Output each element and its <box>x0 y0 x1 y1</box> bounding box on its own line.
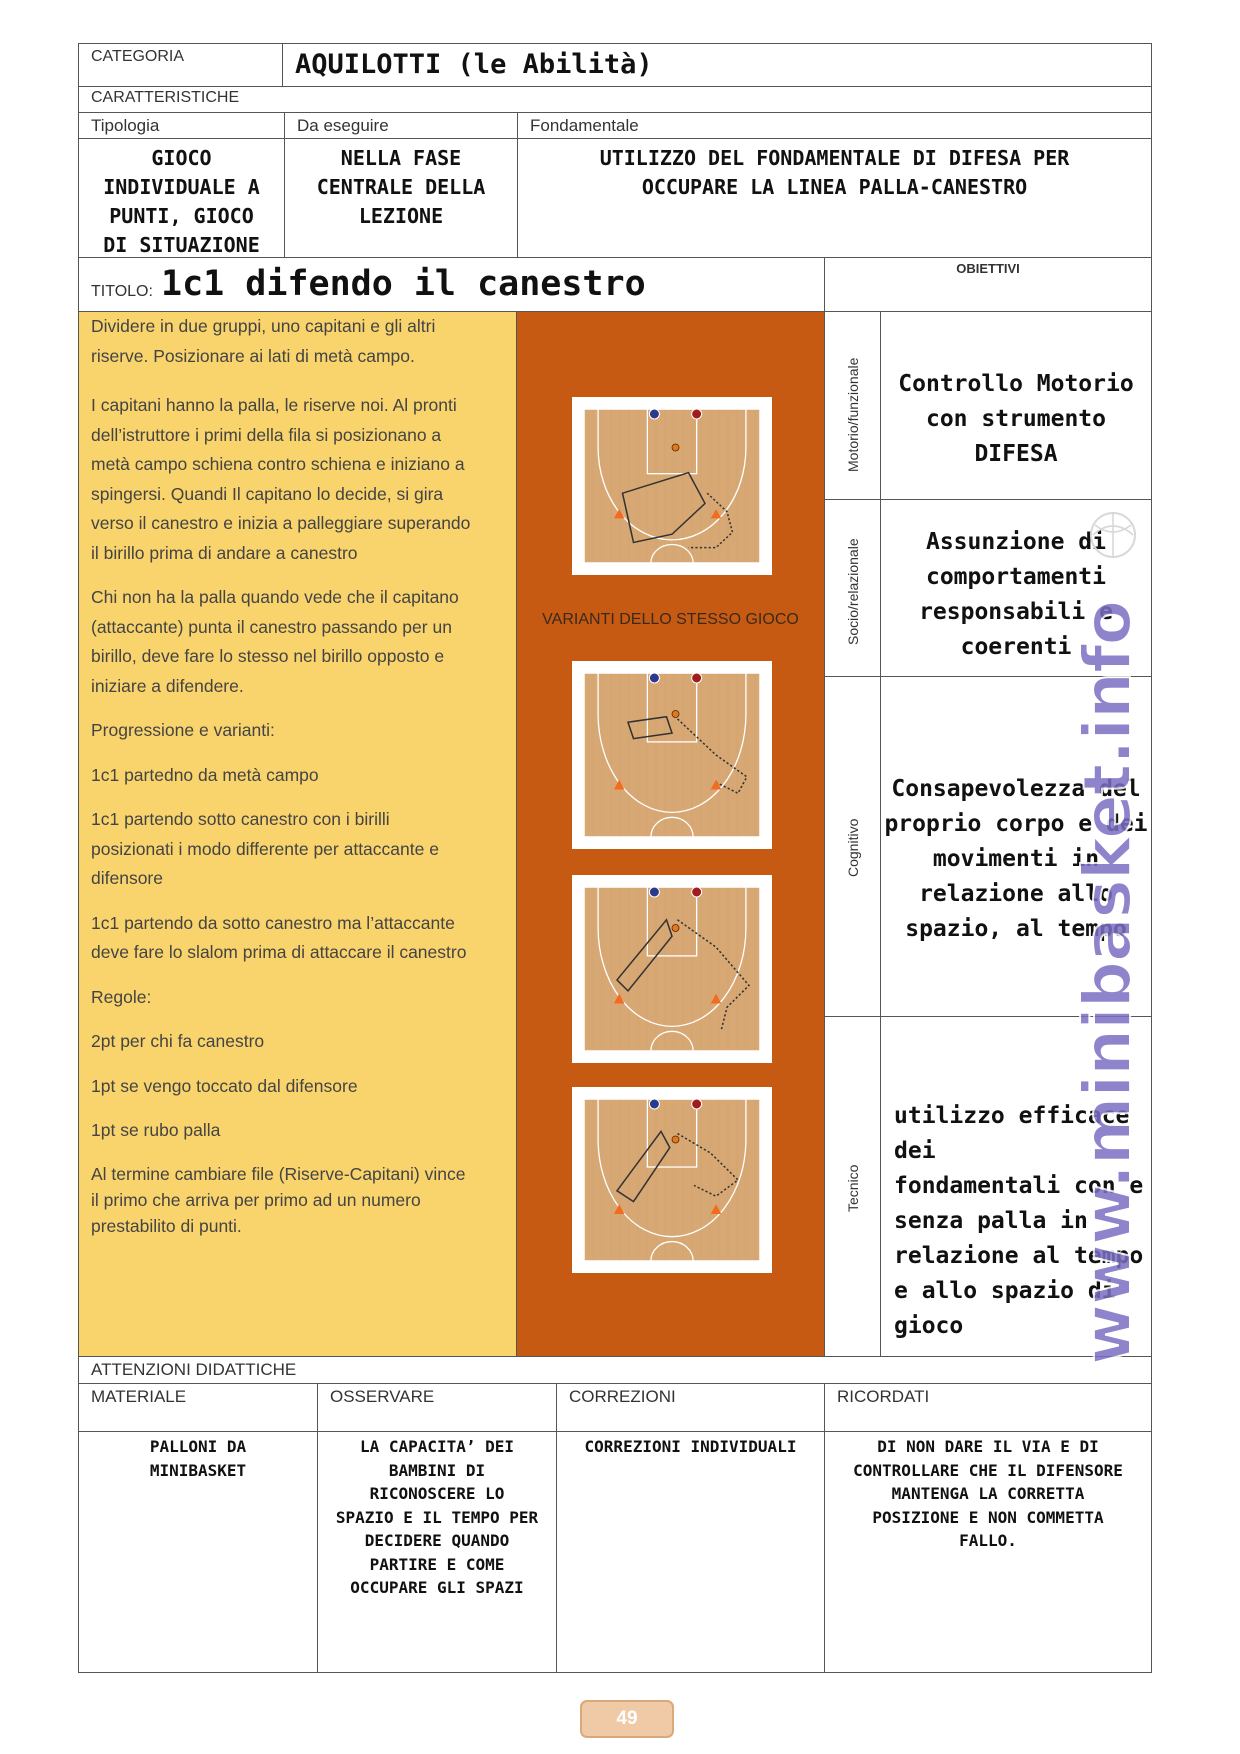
materiale-line-1: PALLONI DA <box>149 1437 247 1456</box>
desc-p2-l4: spingersi. Quandi Il capitano lo decide, si gira <box>91 483 444 504</box>
objective-area-3-label: Cognitivo <box>845 818 861 877</box>
materiale-line-2: MINIBASKET <box>149 1460 247 1480</box>
minibasket-watermark-logo <box>1069 505 1150 1365</box>
ricordati-label: RICORDATI <box>837 1387 930 1406</box>
desc-p9: 2pt per chi fa canestro <box>91 1031 265 1051</box>
categoria-label: CATEGORIA <box>91 48 185 65</box>
court-svg <box>572 1087 772 1273</box>
desc-p2-l5: verso il canestro e inizia a palleggiare superando <box>91 513 471 533</box>
objective-2-line-2: comportamenti <box>925 564 1106 590</box>
objective-text-1 <box>880 311 1152 500</box>
da-eseguire-label: Da eseguire <box>297 116 389 135</box>
desc-p11: 1pt se rubo palla <box>91 1120 221 1140</box>
desc-p5: 1c1 partedno da metà campo <box>91 764 319 785</box>
desc-p2-l6: il birillo prima di andare a canestro <box>91 542 358 563</box>
court-svg <box>572 661 772 849</box>
desc-p3-l1: Chi non ha la palla quando vede che il capitano <box>91 587 459 607</box>
desc-p3-l2: (attaccante) punta il canestro passando per un <box>91 616 452 637</box>
osservare-line-5: DECIDERE QUANDO <box>364 1531 510 1550</box>
materiale-label-cell <box>78 1383 318 1432</box>
ball-icon <box>672 925 679 932</box>
objective-3-line-4: relazione allo <box>919 881 1113 907</box>
ricordati-line-1: DI NON DARE IL VIA E DI <box>877 1437 1099 1456</box>
correzioni-value-cell <box>556 1431 825 1673</box>
objective-3-line-2: proprio corpo e dei <box>884 811 1148 837</box>
svg-text:www.minibasket.info: www.minibasket.info <box>1069 600 1146 1365</box>
correzioni-line-1: CORREZIONI INDIVIDUALI <box>584 1437 797 1456</box>
player-red-icon <box>692 409 702 419</box>
objective-2-line-4: coerenti <box>960 634 1072 660</box>
objective-3-line-3: movimenti in <box>932 846 1100 872</box>
categoria-cell <box>78 43 283 87</box>
categoria-value: AQUILOTTI (le Abilità) <box>295 49 653 80</box>
objective-4-line-6: gioco <box>894 1313 964 1339</box>
desc-p10: 1pt se vengo toccato dal difensore <box>91 1075 358 1096</box>
court-diagram-1 <box>572 397 772 575</box>
ricordati-value-cell <box>824 1431 1152 1673</box>
page-number: 49 <box>580 1700 674 1738</box>
player-blue-icon <box>649 673 659 683</box>
objective-3-line-5: spazio, al tempo <box>905 916 1127 942</box>
objective-area-3 <box>824 676 881 1017</box>
osservare-line-7: OCCUPARE GLI SPAZI <box>350 1578 524 1597</box>
objective-4-line-4: relazione al tempo <box>894 1243 1144 1269</box>
objective-area-4-label: Tecnico <box>845 1164 861 1212</box>
objective-4-line-5: e allo spazio di <box>894 1278 1116 1304</box>
tipologia-value: GIOCO INDIVIDUALE A PUNTI, GIOCO DI SITUAZIONE <box>103 146 260 257</box>
objective-4-line-3: senza palla in <box>894 1208 1088 1234</box>
desc-p2-l3: metà campo schiena contro schiena e iniziano a <box>91 454 465 474</box>
desc-p12-l1: Al termine cambiare file (Riserve-Capitani) vince <box>91 1163 466 1184</box>
objective-2-line-1: Assunzione di <box>925 529 1106 555</box>
objective-2-line-3: responsabili e <box>919 599 1113 625</box>
desc-p12-l3: prestabilito di punti. <box>91 1215 242 1236</box>
objective-area-2-label: Socio/relazionale <box>845 538 861 645</box>
court-svg <box>572 875 772 1063</box>
varianti-label: VARIANTI DELLO STESSO GIOCO <box>542 611 799 628</box>
fondamentale-label: Fondamentale <box>530 116 639 135</box>
desc-p7-l1: 1c1 partendo da sotto canestro ma l’attaccante <box>91 912 455 933</box>
description-text <box>91 312 511 1239</box>
player-blue-icon <box>649 887 659 897</box>
correzioni-label: CORREZIONI <box>569 1387 676 1406</box>
correzioni-label-cell <box>556 1383 825 1432</box>
tipologia-label: Tipologia <box>91 116 160 135</box>
ricordati-line-5: FALLO. <box>959 1531 1017 1550</box>
titolo-value: 1c1 difendo il canestro <box>161 264 646 304</box>
objective-area-1-label: Motorio/funzionale <box>845 357 861 472</box>
ricordati-line-4: POSIZIONE E NON COMMETTA <box>872 1507 1104 1527</box>
osservare-label: OSSERVARE <box>330 1387 435 1406</box>
objective-area-4 <box>824 1016 881 1357</box>
objective-area-1 <box>824 311 881 500</box>
osservare-line-4: SPAZIO E IL TEMPO PER <box>335 1507 539 1527</box>
description-panel <box>78 311 517 1357</box>
ball-icon <box>672 1136 679 1143</box>
desc-p12-l2: il primo che arriva per primo ad un numero <box>91 1189 421 1210</box>
desc-p8: Regole: <box>91 986 152 1007</box>
materiale-label: MATERIALE <box>91 1387 187 1406</box>
obiettivi-label: OBIETTIVI <box>956 261 1020 276</box>
caratteristiche-label: CARATTERISTICHE <box>91 89 240 106</box>
osservare-line-1: LA CAPACITA’ DEI <box>359 1437 515 1456</box>
attenzioni-label: ATTENZIONI DIDATTICHE <box>91 1360 297 1379</box>
osservare-line-3: RICONOSCERE LO <box>369 1484 505 1503</box>
ricordati-line-3: MANTENGA LA CORRETTA <box>891 1484 1085 1503</box>
materiale-value-cell <box>78 1431 318 1673</box>
desc-p6-l3: difensore <box>91 868 163 888</box>
objective-3-line-1: Consapevolezza del <box>891 776 1141 802</box>
desc-p6-l2: posizionati i modo differente per attaccante e <box>91 838 439 859</box>
objective-4-line-1: utilizzo efficace dei <box>894 1103 1130 1164</box>
desc-p4: Progressione e varianti: <box>91 720 275 740</box>
tipologia-value-cell <box>78 138 285 258</box>
court-svg <box>572 397 772 575</box>
desc-p3-l4: iniziare a difendere. <box>91 675 244 696</box>
objective-1-line-1: Controllo Motorio <box>898 371 1134 397</box>
fondamentale-label-cell <box>517 112 1152 139</box>
objective-4-line-2: fondamentali con e <box>894 1173 1144 1199</box>
tipologia-label-cell <box>78 112 285 139</box>
fondamentale-value: UTILIZZO DEL FONDAMENTALE DI DIFESA PER OCCUPARE LA LINEA PALLA-CANESTRO <box>599 146 1070 199</box>
titolo-cell <box>78 257 825 312</box>
da-eseguire-value: NELLA FASE CENTRALE DELLA LEZIONE <box>316 146 486 228</box>
titolo-label: TITOLO: <box>91 283 153 300</box>
player-red-icon <box>692 887 702 897</box>
player-blue-icon <box>649 1099 659 1109</box>
ricordati-label-cell <box>824 1383 1152 1432</box>
desc-p7-l2: deve fare lo slalom prima di attaccare il canestro <box>91 942 467 962</box>
attenzioni-header-cell <box>78 1356 1152 1384</box>
court-diagram-4 <box>572 1087 772 1273</box>
objective-1-line-3: DIFESA <box>974 441 1058 467</box>
osservare-value-cell <box>317 1431 557 1673</box>
desc-p1-l2: riserve. Posizionare ai lati di metà campo. <box>91 345 415 366</box>
player-blue-icon <box>649 409 659 419</box>
osservare-line-2: BAMBINI DI <box>388 1460 486 1480</box>
ricordati-line-2: CONTROLLARE CHE IL DIFENSORE <box>853 1460 1123 1480</box>
objective-1-line-2: con strumento <box>925 406 1106 432</box>
da-eseguire-label-cell <box>284 112 518 139</box>
categoria-value-cell <box>282 43 1152 87</box>
court-diagram-2 <box>572 661 772 849</box>
osservare-label-cell <box>317 1383 557 1432</box>
court-diagram-3 <box>572 875 772 1063</box>
fondamentale-value-cell <box>517 138 1152 258</box>
objective-area-2 <box>824 499 881 677</box>
desc-p2-l1: I capitani hanno la palla, le riserve noi. Al pronti <box>91 395 457 415</box>
desc-p2-l2: dell’istruttore i primi della fila si posizionano a <box>91 424 442 445</box>
player-red-icon <box>692 1099 702 1109</box>
ball-icon <box>672 711 679 718</box>
obiettivi-header-cell <box>824 257 1152 312</box>
desc-p6-l1: 1c1 partendo sotto canestro con i birilli <box>91 809 390 829</box>
player-red-icon <box>692 673 702 683</box>
desc-p3-l3: birillo, deve fare lo stesso nel birillo opposto e <box>91 646 445 666</box>
diagram-panel <box>516 311 825 1357</box>
da-eseguire-value-cell <box>284 138 518 258</box>
desc-p1-l1: Dividere in due gruppi, uno capitani e gli altri <box>91 316 436 336</box>
ball-icon <box>672 444 679 451</box>
caratteristiche-cell <box>78 86 1152 113</box>
osservare-line-6: PARTIRE E COME <box>369 1554 505 1574</box>
